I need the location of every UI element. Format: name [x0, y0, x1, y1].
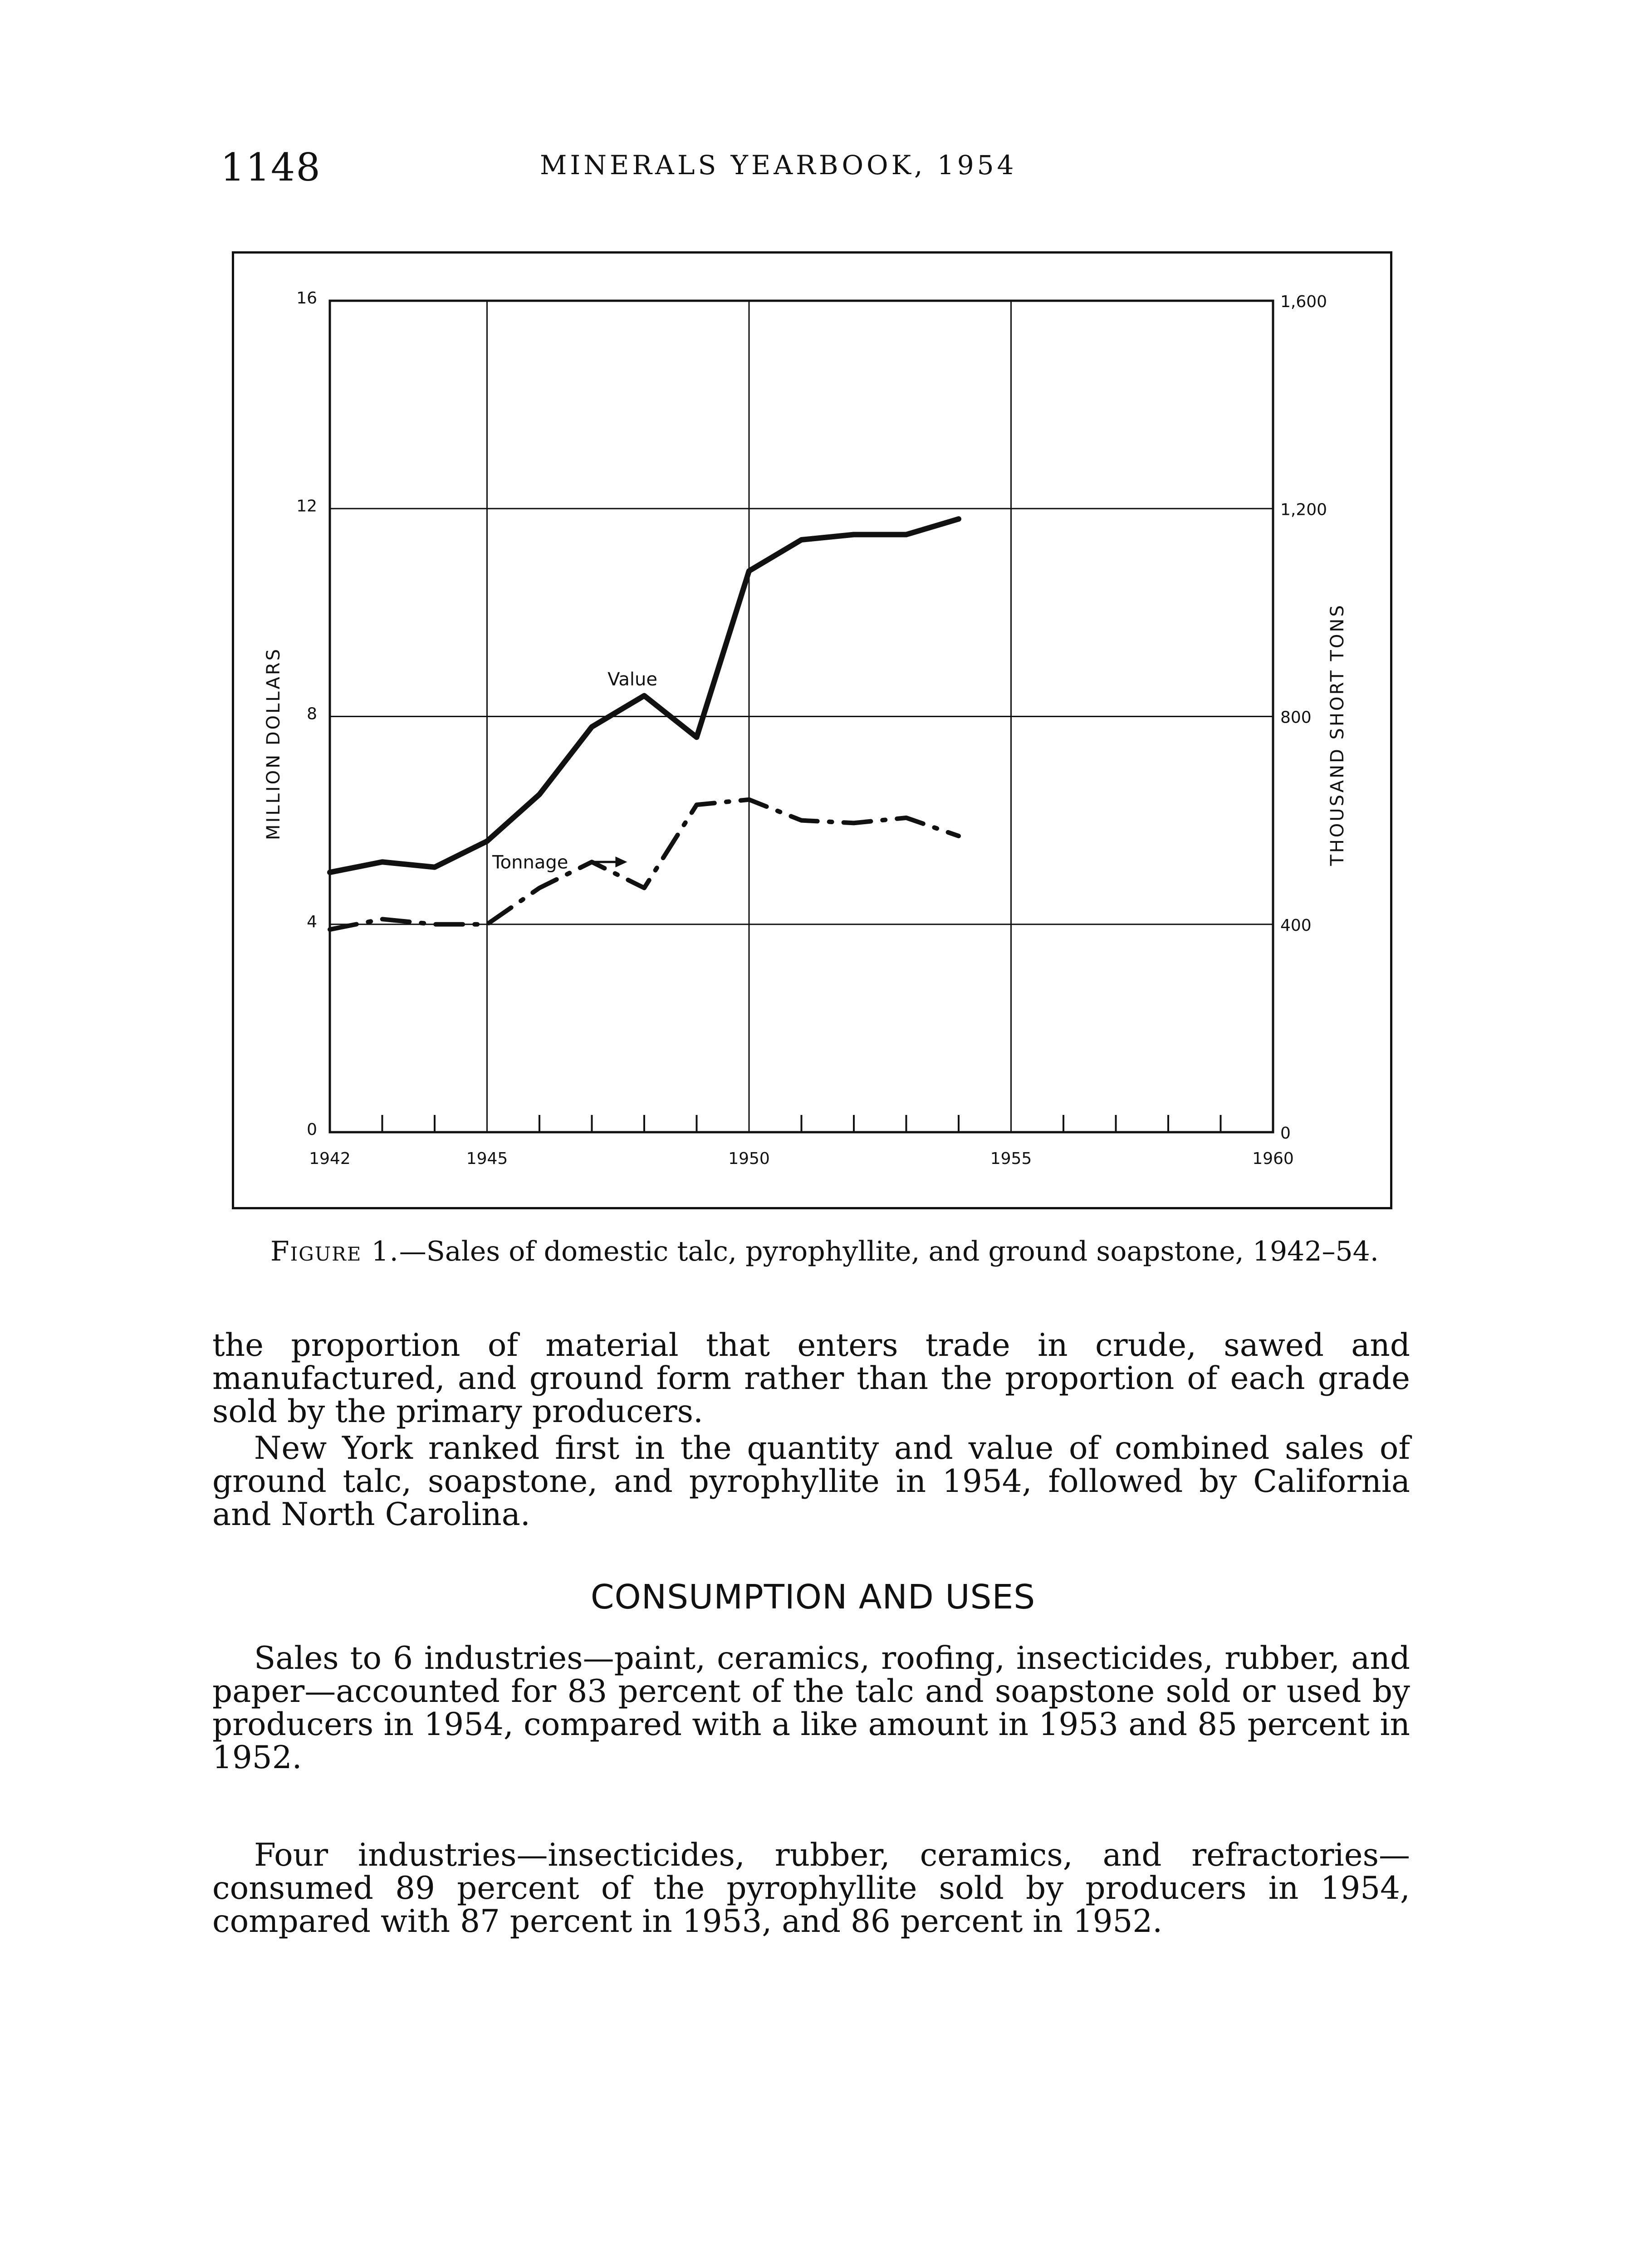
- figure-caption-label: Figure 1.: [270, 1236, 399, 1267]
- value-data-point: [486, 840, 488, 842]
- value-series-label: Value: [607, 669, 657, 690]
- right-tick-label: 400: [1280, 916, 1312, 935]
- tonnage-data-point: [906, 817, 907, 819]
- chart-canvas: [234, 254, 1390, 1207]
- running-head: MINERALS YEARBOOK, 1954: [540, 150, 1017, 181]
- value-data-point: [748, 570, 750, 572]
- body-paragraph: the proportion of material that enters trade in crude, sawed and manufactured, and ground form rather than the proportion of each grade sold by the primary producers.: [212, 1327, 1410, 1430]
- section-heading: CONSUMPTION AND USES: [590, 1578, 1036, 1617]
- figure-1-chart: [232, 251, 1392, 1209]
- value-data-point: [696, 736, 698, 738]
- value-data-point: [539, 793, 540, 795]
- tonnage-arrow-head: [615, 856, 627, 867]
- tonnage-data-point: [486, 924, 488, 925]
- page-number: 1148: [220, 145, 321, 190]
- left-tick-label: 12: [296, 497, 317, 516]
- tonnage-data-point: [329, 929, 331, 930]
- x-tick-label: 1945: [466, 1149, 508, 1168]
- tonnage-data-point: [696, 804, 698, 806]
- right-tick-label: 1,600: [1280, 293, 1327, 311]
- left-axis-title: MILLION DOLLARS: [263, 647, 284, 841]
- right-axis-title: THOUSAND SHORT TONS: [1327, 603, 1348, 866]
- left-tick-label: 4: [307, 912, 317, 931]
- value-data-point: [801, 539, 803, 541]
- body-paragraph: New York ranked first in the quantity and value of combined sales of ground talc, soapstone, and pyrophyllite in 1954, followed by California and North Carolina.: [212, 1430, 1410, 1533]
- figure-caption-text: —Sales of domestic talc, pyrophyllite, and ground soapstone, 1942–54.: [399, 1236, 1379, 1267]
- tonnage-data-point: [748, 799, 750, 801]
- tonnage-data-point: [434, 924, 436, 925]
- value-data-point: [853, 534, 855, 536]
- tonnage-data-point: [853, 822, 855, 824]
- section-paragraph: Four industries—insecticides, rubber, ceramics, and refractories—consumed 89 percent of the pyrophyllite sold by producers in 1954, compared with 87 percent in 1953, and 86 percent in 1952.: [212, 1837, 1410, 1940]
- value-data-point: [591, 726, 593, 728]
- right-tick-label: 1,200: [1280, 500, 1327, 519]
- tonnage-data-point: [958, 835, 960, 837]
- value-data-point: [643, 695, 645, 697]
- left-tick-label: 8: [307, 704, 317, 723]
- figure-caption: [270, 1236, 1379, 1267]
- tonnage-data-point: [801, 820, 803, 821]
- tonnage-data-point: [382, 918, 383, 920]
- left-tick-label: 0: [307, 1120, 317, 1139]
- x-tick-label: 1942: [309, 1149, 351, 1168]
- value-data-point: [434, 866, 436, 868]
- tonnage-data-point: [643, 887, 645, 889]
- section-paragraph: Sales to 6 industries—paint, ceramics, roofing, insecticides, rubber, and paper—accounted for 83 percent of the talc and soapstone sold or used by producers in 1954, compared with a like amount in 1953 and 85 percent in 1952.: [212, 1640, 1410, 1776]
- left-tick-label: 16: [296, 289, 317, 308]
- right-tick-label: 800: [1280, 708, 1312, 727]
- value-data-point: [382, 861, 383, 863]
- x-tick-label: 1955: [990, 1149, 1032, 1168]
- value-data-point: [958, 518, 960, 520]
- x-tick-label: 1960: [1252, 1149, 1294, 1168]
- tonnage-data-point: [539, 887, 540, 889]
- right-tick-label: 0: [1280, 1124, 1291, 1143]
- value-data-point: [329, 871, 331, 873]
- value-data-point: [906, 534, 907, 536]
- tonnage-series-label: Tonnage: [492, 852, 568, 873]
- x-tick-label: 1950: [728, 1149, 770, 1168]
